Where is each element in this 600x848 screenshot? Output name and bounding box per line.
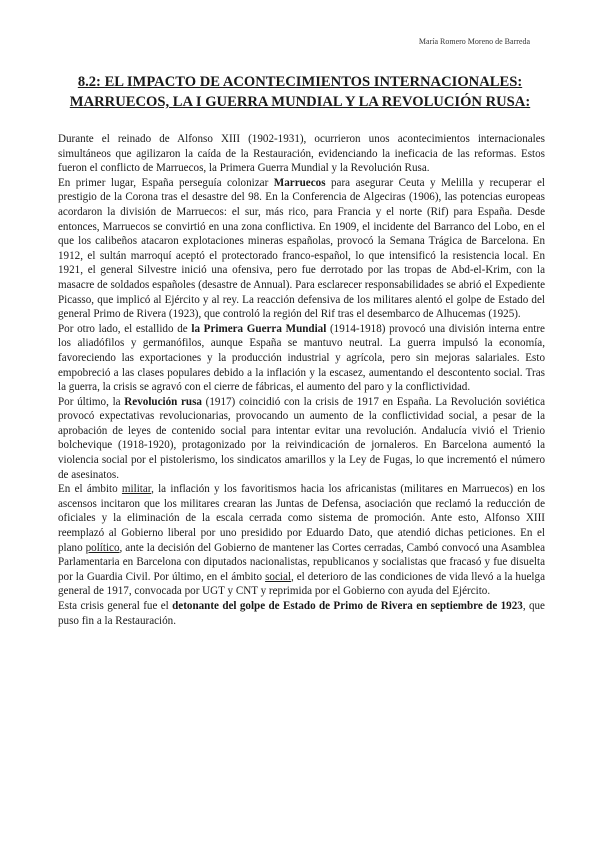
bold-term: Marruecos	[273, 176, 326, 189]
author-header: María Romero Moreno de Barreda	[418, 37, 530, 46]
paragraph-text: , ante la decisión del Gobierno de mantener las Cortes cerradas, Cambó convocó una Asamblea Parlamentaria en Barcelona con diputados nacionalistas, republicanos y socialistas que fracasó y fue disuelta por la Guardia Civil. Por último, en el ámbito	[58, 541, 545, 583]
title-line-1: 8.2: EL IMPACTO DE ACONTECIMIENTOS INTERNACIONALES:	[77, 74, 523, 90]
paragraph-text: Por último, la	[58, 395, 125, 408]
page-title	[58, 72, 542, 112]
underlined-term: social	[265, 570, 291, 583]
bold-term: la Primera Guerra Mundial	[191, 322, 327, 335]
paragraph-text: Esta crisis general fue el	[58, 600, 173, 612]
paragraph-crisis-1917	[58, 482, 545, 599]
paragraph-text: En primer lugar, España perseguía colonizar	[58, 176, 274, 189]
paragraph-text: , que puso fin a la Restauración.	[58, 600, 545, 627]
bold-term: Revolución rusa	[124, 395, 202, 408]
paragraph-primera-guerra	[58, 322, 545, 395]
paragraph-text: para asegurar Ceuta y Melilla y recuperar el prestigio de la Corona tras el desastre del 98. En la Conferencia de Algeciras (1906), las potencias europeas acordaron la división de Marruecos: el sur, más rico, para Francia y el norte (Rif) para España. Desde entonces, Marruecos se convirtió en una zona conflictiva. En 1909, el incidente del Barranco del Lobo, en el que los calibeños atacaron explotaciones mineras españolas, provocó la Semana Trágica de Barcelona. En 1912, el sultán marroquí aceptó el protectorado franco-español, lo que intensificó la resistencia local. En 1921, el general Silvestre inició una ofensiva, pero fue derrotado por las tropas de Abd-el-Krim, con la masacre de soldados españoles (desastre de Annual). Para esclarecer responsabilidades se abrió el Expediente Picasso, que implicó al Ejército y al rey. La reacción defensiva de los militares alentó el golpe de Estado del general Primo de Rivera (1923), que controló la región del Rif tras el desembarco de Alhucemas (1925).	[58, 176, 545, 321]
underlined-term: militar	[121, 483, 152, 496]
title-line-2: MARRUECOS, LA I GUERRA MUNDIAL Y LA REVOLUCIÓN RUSA:	[69, 94, 531, 110]
underlined-term: político	[85, 541, 120, 554]
paragraph-text: (1917) coincidió con la crisis de 1917 en España. La Revolución soviética provocó expectativas revolucionarias, provocando un aumento de la conflictividad social, a pesar de la aprobación de leyes de contenido social para intentar evitar una revolución. Andalucía vivió el Trienio bolchevique (1918-1920), protagonizado por la reivindicación de jornaleros. En Barcelona aumentó la violencia social por el pistolerismo, los sindicatos amarillos y la Ley de Fugas, lo que incrementó el número de asesinatos.	[58, 395, 545, 481]
paragraph-text: En el ámbito	[58, 483, 122, 496]
paragraph-revolucion-rusa	[58, 395, 545, 483]
paragraph-marruecos	[58, 176, 545, 322]
bold-term: detonante del golpe de Estado de Primo de Rivera en septiembre de 1923	[172, 600, 523, 612]
paragraph-text: , el deterioro de las condiciones de vida llevó a la huelga general de 1917, convocada por UGT y CNT y reprimida por el Gobierno con ayuda del Ejército.	[58, 570, 545, 598]
paragraph-text: Por otro lado, el estallido de	[58, 322, 192, 335]
paragraph-text: , la inflación y los favoritismos hacia los africanistas (militares en Marruecos) en los ascensos incitaron que los militares crearan las Juntas de Defensa, asociación que reclamó la reducción de oficiales y la eliminación de la escala cerrada como sistema de promoción. Ante esto, Alfonso XIII reemplazó al Gobierno liberal por uno presidido por Eduardo Dato, que atendió dichas peticiones. En el plano	[58, 483, 545, 554]
paragraph-intro: Durante el reinado de Alfonso XIII (1902-1931), ocurrieron unos acontecimientos internacionales simultáneos que agilizaron la caída de la Restauración, evidenciando la ineficacia de las reformas. Estos fueron el conflicto de Marruecos, la Primera Guerra Mundial y la Revolución Rusa.	[58, 133, 545, 175]
document-body	[58, 132, 545, 628]
paragraph-conclusion	[58, 599, 545, 628]
paragraph-text: (1914-1918) provocó una división interna entre los aliadófilos y germanófilos, aunque España se mantuvo neutral. La guerra impulsó la economía, favoreciendo las exportaciones y la producción industrial y agrícola, pero sin mejoras salariales. Esto empobreció a las clases populares debido a la inflación y la escasez, aumentando el descontento social. Tras la guerra, la crisis se agravó con el cierre de fábricas, el aumento del paro y la conflictividad.	[58, 322, 545, 394]
